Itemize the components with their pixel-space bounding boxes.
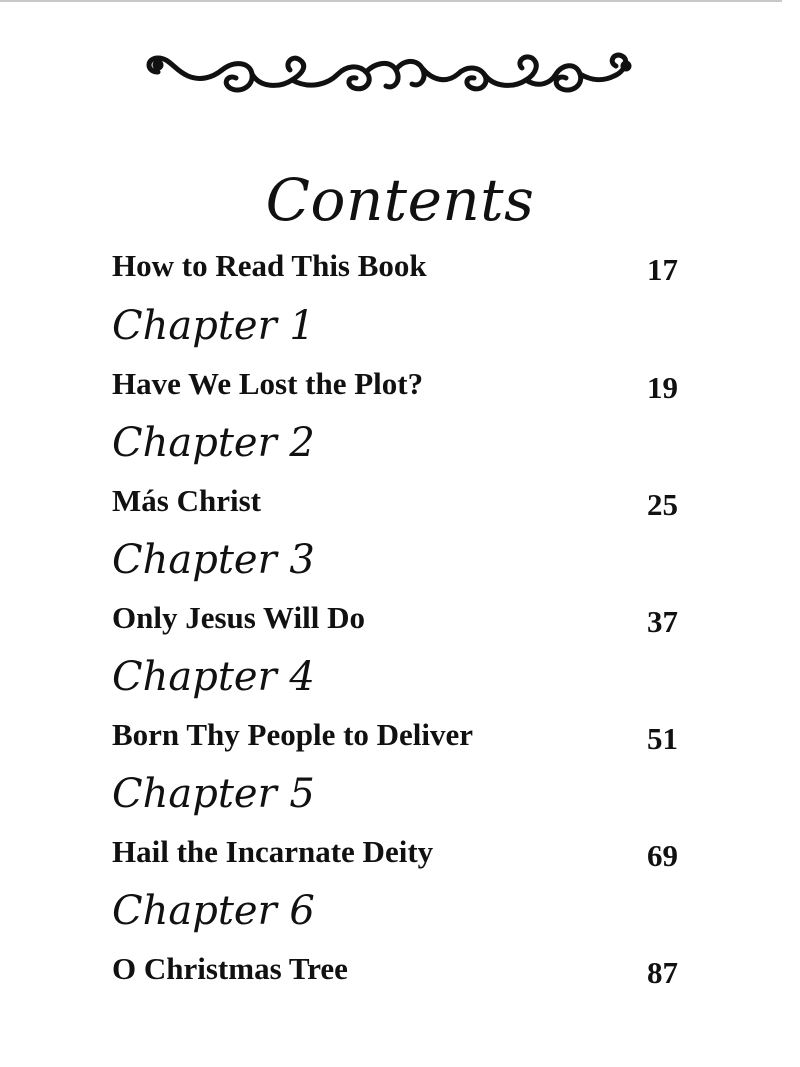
page-title: Contents: [265, 166, 535, 234]
toc-entry-title: Más Christ: [112, 483, 261, 518]
toc-chapter-4: [112, 641, 682, 758]
toc-entry-title: Hail the Incarnate Deity: [112, 834, 434, 869]
toc-entry[interactable]: [112, 244, 682, 290]
toc-entry-title: O Christmas Tree: [112, 951, 348, 986]
top-divider: [0, 0, 782, 2]
chapter-label: Chapter 6: [112, 888, 315, 934]
chapter-label: Chapter 1: [112, 303, 315, 349]
toc-entry-page: 37: [647, 604, 678, 639]
toc-chapter-5: [112, 758, 682, 875]
chapter-label: Chapter 4: [112, 654, 315, 700]
toc-entry-page: 17: [647, 252, 678, 287]
toc-chapter-2: [112, 407, 682, 524]
toc-entry[interactable]: [112, 947, 682, 993]
toc-intro: [112, 244, 682, 290]
chapter-label: Chapter 2: [112, 420, 315, 466]
toc-chapter-1: [112, 290, 682, 407]
toc-entry[interactable]: [112, 362, 682, 408]
table-of-contents: [112, 244, 682, 992]
toc-entry[interactable]: [112, 830, 682, 876]
toc-entry[interactable]: [112, 596, 682, 642]
toc-entry-title: Born Thy People to Deliver: [112, 717, 474, 752]
toc-entry-page: 87: [647, 955, 678, 990]
toc-entry-page: 25: [647, 487, 678, 522]
toc-entry-page: 69: [647, 838, 678, 873]
toc-entry[interactable]: [112, 479, 682, 525]
flourish-ornament-icon: [140, 44, 645, 106]
toc-chapter-3: [112, 524, 682, 641]
toc-entry[interactable]: [112, 713, 682, 759]
toc-entry-title: Only Jesus Will Do: [112, 600, 365, 635]
chapter-label: Chapter 5: [112, 771, 315, 817]
chapter-label: Chapter 3: [112, 537, 315, 583]
toc-entry-title: Have We Lost the Plot?: [112, 366, 424, 401]
toc-entry-page: 19: [647, 370, 678, 405]
toc-entry-page: 51: [647, 721, 678, 756]
toc-entry-title: How to Read This Book: [112, 248, 427, 283]
toc-chapter-6: [112, 875, 682, 992]
